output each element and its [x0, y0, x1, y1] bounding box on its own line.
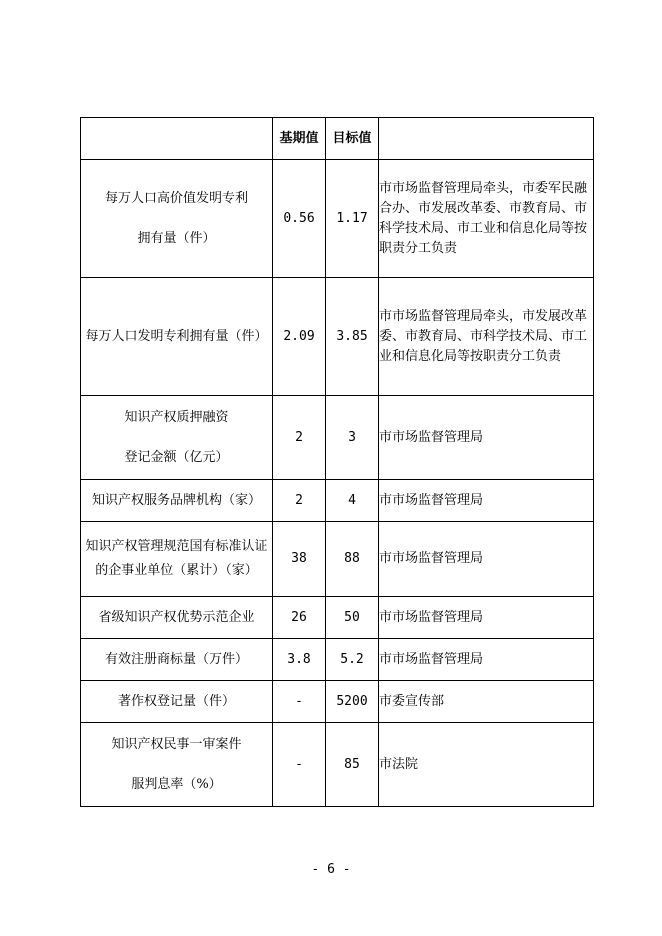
indicator-name	[81, 639, 273, 681]
header-target-value: 目标值	[326, 118, 379, 160]
responsible-unit: 市市场监督管理局	[379, 396, 594, 480]
indicator-name	[81, 278, 273, 396]
indicator-name-line: 知识产权管理规范国有标准认证的企事业单位（累计）（家）	[85, 539, 268, 578]
indicator-name	[81, 396, 273, 480]
indicator-name-line: 每万人口高价值发明专利	[104, 190, 248, 206]
table-row	[81, 160, 594, 278]
header-row	[81, 118, 594, 160]
target-value: 88	[326, 522, 379, 597]
base-value: 3.8	[273, 639, 326, 681]
base-value: 26	[273, 597, 326, 639]
indicator-name	[81, 522, 273, 597]
responsible-unit: 市市场监督管理局牵头，市委军民融合办、市发展改革委、市教育局、市科学技术局、市工业和信息化局等按职责分工负责	[379, 160, 594, 278]
table-row	[81, 480, 594, 522]
target-value: 4	[326, 480, 379, 522]
table-row	[81, 597, 594, 639]
base-value: 38	[273, 522, 326, 597]
base-value: -	[273, 723, 326, 807]
target-value: 5200	[326, 681, 379, 723]
indicator-table	[80, 117, 594, 807]
indicator-name-line: 拥有量（件）	[137, 230, 216, 246]
target-value: 50	[326, 597, 379, 639]
base-value: 0.56	[273, 160, 326, 278]
table-row	[81, 278, 594, 396]
indicator-name	[81, 597, 273, 639]
target-value: 3	[326, 396, 379, 480]
responsible-unit: 市委宣传部	[379, 681, 594, 723]
indicator-name	[81, 160, 273, 278]
header-responsible	[379, 118, 594, 160]
responsible-unit: 市法院	[379, 723, 594, 807]
indicator-name-line: 省级知识产权优势示范企业	[98, 609, 255, 625]
responsible-unit: 市市场监督管理局	[379, 639, 594, 681]
target-value: 5.2	[326, 639, 379, 681]
indicator-name	[81, 681, 273, 723]
table-row	[81, 639, 594, 681]
base-value: 2	[273, 396, 326, 480]
table-row	[81, 396, 594, 480]
indicator-name-line: 登记金额（亿元）	[124, 449, 229, 465]
header-indicator	[81, 118, 273, 160]
indicator-name-line: 著作权登记量（件）	[117, 693, 235, 709]
indicator-name-line: 每万人口发明专利拥有量（件）	[85, 328, 268, 344]
base-value: -	[273, 681, 326, 723]
indicator-name-line: 知识产权服务品牌机构（家）	[91, 492, 261, 508]
target-value: 1.17	[326, 160, 379, 278]
table-row	[81, 681, 594, 723]
target-value: 85	[326, 723, 379, 807]
indicator-name	[81, 723, 273, 807]
table-row	[81, 723, 594, 807]
responsible-unit: 市市场监督管理局	[379, 522, 594, 597]
responsible-unit: 市市场监督管理局	[379, 597, 594, 639]
base-value: 2.09	[273, 278, 326, 396]
target-value: 3.85	[326, 278, 379, 396]
table-row	[81, 522, 594, 597]
header-base-value: 基期值	[273, 118, 326, 160]
indicator-name-line: 知识产权质押融资	[124, 409, 229, 425]
indicator-name-line: 知识产权民事一审案件	[111, 736, 242, 752]
indicator-name	[81, 480, 273, 522]
responsible-unit: 市市场监督管理局	[379, 480, 594, 522]
indicator-name-line: 有效注册商标量（万件）	[104, 651, 248, 667]
responsible-unit: 市市场监督管理局牵头，市发展改革委、市教育局、市科学技术局、市工业和信息化局等按职责分工负责	[379, 278, 594, 396]
base-value: 2	[273, 480, 326, 522]
indicator-name-line: 服判息率（%）	[131, 776, 222, 792]
page-number: - 6 -	[311, 862, 351, 877]
